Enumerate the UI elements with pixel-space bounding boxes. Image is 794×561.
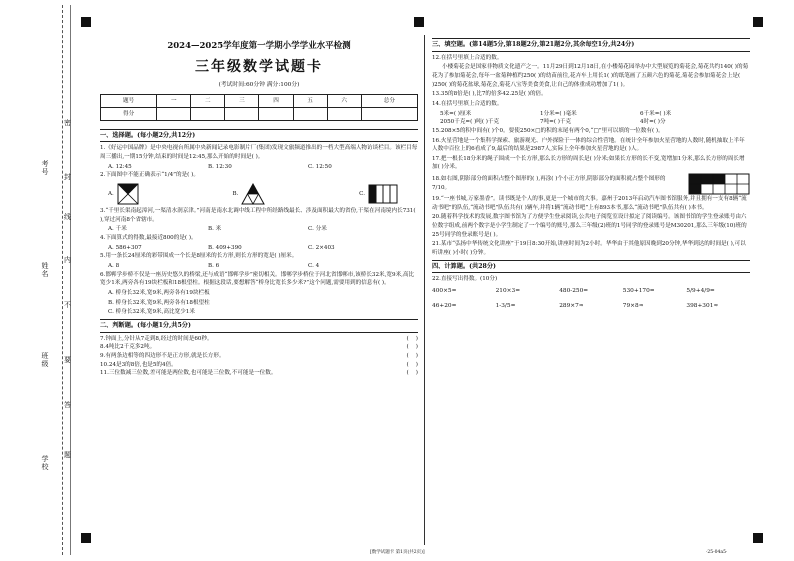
judge-item [100,335,418,344]
score-cell[interactable] [293,107,327,120]
binding-line [62,5,63,555]
question-15: 15.208×5的积中间有( )个0。要使250×□的积的末尾有两个0,“□”里可以填的一位数有( )。 [432,127,664,134]
bar-quarter-figure [368,184,398,204]
fill-item[interactable]: 2050千克=( )吨( )千克 [440,119,500,126]
seal-char: 内 [64,256,71,264]
question-5-options [100,262,418,271]
seal-char: 题 [64,451,71,459]
question-5: 5.用一条长24厘米的彩带围成一个长是8厘米的长方形,则长方形的宽是( )厘米。 [100,253,298,260]
question-19: 19.“一座书城,万家墨香”。读书既是个人的事,更是一个城市的大事。嘉州于2013年启动汽车图书馆服务,并且拥有一支有8辆“流动书吧”的队伍,“流动书吧”队伍共有( )辆车,并将1辆“流动书吧”上有893本书,那么“流动书吧”队伍共有( )本书。 [432,196,747,211]
answer-paren[interactable]: ( ) [406,335,418,342]
page-footer: [数学试题卡 第1页(共2页)] [370,550,425,555]
question-14: 14.在括号里填上合适的数。 [432,100,503,107]
calc-item[interactable]: 480-250= [559,288,589,294]
score-header-cell: 六 [327,94,361,107]
seal-char: 要 [64,356,71,364]
option[interactable]: B. 桥身长32米,宽9米,两旁各有18根望柱 [108,299,210,306]
judge-text: 11.三位数减三位数,差可能是两位数,也可能是三位数,不可能是一位数。 [100,370,277,377]
question-16: 16.火星营地是一个集科学探索、旅游观光、户外探险于一体的综合性营地。在统计全年参加火星营地的人数时,随机抽取上半年人数中百位上的6看成了9,最后的结果是2987人,实际上全年参加火星营地的是( )人。 [432,137,745,153]
exam-no-label: 考号 [41,160,49,176]
option[interactable]: A. 8 [108,263,120,270]
school-label: 学校 [41,455,49,471]
registration-mark-top-mid [414,17,424,27]
option[interactable]: B. 6 [208,263,220,270]
fill-item[interactable]: 5米=( )厘米 [440,110,472,117]
option[interactable]: B. 409+390 [208,244,242,251]
judge-item [100,343,418,352]
option[interactable]: C. 分米 [308,226,327,233]
question-20: 20.随着科学技术的发展,数字图书馆为了方便学生登录阅读,公共电子阅览室设计拟定了阅读编号。该图书馆的学生登录账号由六位数字组成,前两个数字是小学生制定了一个编号的账号,那么三年级(2)班的1号同学的登录账号是M30201,那么三年级(10)班的25号同学的登录账号是( )。 [432,214,747,238]
option[interactable]: C. 2×403 [308,244,335,251]
score-header-cell: 题号 [101,94,157,107]
calc-item[interactable]: 79×8≈ [622,302,644,309]
figure-b[interactable] [233,183,266,205]
calc-item[interactable]: 46+20= [432,302,457,309]
question-14-row [432,118,750,127]
fill-item[interactable]: 1分米=( )毫米 [540,110,577,117]
seal-char: 线 [64,213,71,221]
score-table [100,94,418,121]
question-13: 13.35的8倍是( ),比7的倍多42.25是( )的倍。 [432,91,547,98]
triangle-quarter-figure [241,183,265,205]
seal-char: 不 [64,301,71,309]
seal-char: 密 [64,119,71,127]
score-header-row [101,94,418,107]
calc-item[interactable]: 1-3/5= [495,302,516,309]
option[interactable]: C. 4 [308,263,320,270]
fill-item[interactable]: 7吨=( )千克 [540,119,572,126]
registration-mark-top-left [81,17,91,27]
grid-figure [688,173,750,195]
judge-item [100,369,418,378]
registration-mark-bottom-right [753,533,763,543]
score-header-cell: 四 [259,94,293,107]
right-column [432,38,750,311]
registration-mark-bottom-left [81,533,91,543]
score-cell[interactable] [259,107,293,120]
question-6: 6.邯郸学步桥不仅是一座历史悠久的桥梁,还与成语“邯郸学步”密切相关。邯郸学步桥位于河北省邯郸市,该桥长32米,宽9米,高比宽少1米,两旁各有19块栏板和18根望柱。根据这段话,要想解答“桥身比宽长多少米?”这个问题,需要用到的信息有( )。 [100,271,415,287]
score-cell[interactable] [157,107,191,120]
question-21: 21.某市“弘扬中华传统文化讲座”于19日8:30开始,讲座时间为2小时。华华由于其他原因晚到20分钟,华华到达的时间是( ),可以听讲座( )小时( )分钟。 [432,241,746,257]
name-label: 姓名 [41,262,49,278]
score-cell[interactable] [327,107,361,120]
question-12: 12.在括号里填上合适的数。 [432,54,503,61]
answer-paren[interactable]: ( ) [406,361,418,368]
question-1: 1.《好运中国品牌》是中央电视台所属中央新闻记录电影制片厂(集团)发现文旅频道推出的一档大型高端人物访谈栏目。该栏目每周三播出,一期15分钟,结束的时间是12:45,那么开始的时间是( )。 [100,145,418,161]
fill-item[interactable]: 6千米=( )米 [640,110,672,117]
option-label: B. [232,190,239,197]
option-label: A. [108,190,114,197]
exam-meta: (考试时间:60分钟 满分:100分) [218,81,300,88]
judge-item [100,361,418,370]
square-quarter-figure [117,183,139,205]
fill-item[interactable]: 4时=( )分 [640,119,666,126]
option[interactable]: A. 586+307 [108,244,142,251]
question-3-options [100,225,418,234]
seal-char: 答 [64,401,71,409]
calc-grid [432,287,750,311]
option-label: C. [359,190,365,197]
calc-item[interactable]: 5/9+4/9= [686,288,715,294]
question-18: 18.如右图,阴影部分的面积占整个图形的( ),再涂( )个小正方形,阴影部分的面积就占整个图形的7/10。 [432,175,666,191]
question-4: 4.下面算式的得数,最接近800的是( )。 [100,235,197,242]
section-judge-title: 二、判断题。(每小题1分,共5分) [100,319,418,333]
question-1-options [100,163,418,172]
question-12-text: 小楼菊花会是国家非物质文化遗产之一。11月29日到12月18日,在小楼菊花园举办中大型展览的菊花会,菊花共约140( )的菊花为了参加菊花会,每年一盆菊种植约250( )的幼苗前往,花卉车上用长1( )的纸笔画了五颜六色的菊花,菊花会参加菊花会上是( )250( )的菊花盆球,菊花会,菊花八宝等美食美食,让自己的体重成功增加了1( )。 [432,64,749,88]
score-header-cell: 二 [191,94,225,107]
judge-text: 7.钟面上,分针从7走到8,经过的时间是60秒。 [100,335,213,342]
score-header-cell: 五 [293,94,327,107]
option[interactable]: A. 千米 [108,226,127,233]
score-row-label: 得分 [101,107,157,120]
exam-title: 2024—2025学年度第一学期小学学业水平检测 [167,41,351,51]
question-17: 17.把一根长18分米的绳子围成一个长方形,那么长方形的周长是( )分米;如果长方形的长不变,宽增加1分米,那么长方形的周长增加( )分米。 [432,155,745,171]
option[interactable]: A. 桥身长32米,宽9米,两旁各有19块栏板 [108,289,210,296]
section-fill-title: 三、填空题。(第14题5分,第18题2分,第21题2分,其余每空1分,共24分) [432,38,750,52]
score-cell[interactable] [361,107,417,120]
question-2-figures [100,181,418,207]
column-divider [424,35,425,545]
judge-text: 10.24是3的8倍,也是5的4倍。 [100,361,177,368]
judge-text: 8.4吨比2千克多2吨。 [100,344,156,351]
seal-line [70,5,71,555]
score-header-cell: 一 [157,94,191,107]
page-title: 三年级数学试题卡 [195,59,323,76]
section-choice-title: 一、选择题。(每小题2分,共12分) [100,129,418,143]
option[interactable]: B. 12:30 [208,163,232,170]
option[interactable]: C. 桥身长32米,宽9米,高比宽少1米 [108,309,195,316]
seal-char: 封 [64,173,71,181]
section-calc-title: 四、计算题。(共28分) [432,260,750,274]
score-header-cell: 总分 [361,94,417,107]
registration-mark-top-right [753,17,763,27]
option[interactable]: A. 12:45 [108,163,132,170]
calc-item[interactable]: 398+301≈ [686,302,719,309]
question-2: 2.下面图中不能正确表示“1/4”的是( )。 [100,172,199,179]
left-column [100,38,418,378]
judge-item [100,352,418,361]
class-label: 班级 [41,352,49,368]
calc-item[interactable]: 210×3= [495,288,521,294]
option[interactable]: B. 米 [208,226,222,233]
question-4-options [100,244,418,253]
figure-c[interactable] [359,184,398,204]
page-code: ·25-04a5· [706,550,728,555]
calc-item[interactable]: 289×7≈ [559,302,584,309]
answer-paren[interactable]: ( ) [406,352,418,359]
question-18-block [432,173,750,195]
score-cell[interactable] [191,107,225,120]
answer-paren[interactable]: ( ) [406,344,418,351]
question-22: 22.直接写出得数。(10分) [432,276,498,283]
answer-paren[interactable]: ( ) [406,370,418,377]
judge-text: 9.有两条边相等的四边形不是正方形,就是长方形。 [100,352,225,359]
calc-item[interactable]: 530+170= [622,288,655,294]
calc-item[interactable]: 400×5= [432,288,457,294]
score-cell[interactable] [225,107,259,120]
score-header-cell: 三 [225,94,259,107]
question-3: 3.“千里长渠南起漳河,一渠清水润京津。”河南是南水北调中线工程中所经路线最长、涉及面积最大的省份,干渠在河南境内长731( ),穿过河南8个省辖市。 [100,208,416,223]
score-entry-row [101,107,418,120]
question-14-row [432,110,750,119]
option[interactable]: C. 12:50 [308,163,332,170]
figure-a[interactable] [108,183,139,205]
